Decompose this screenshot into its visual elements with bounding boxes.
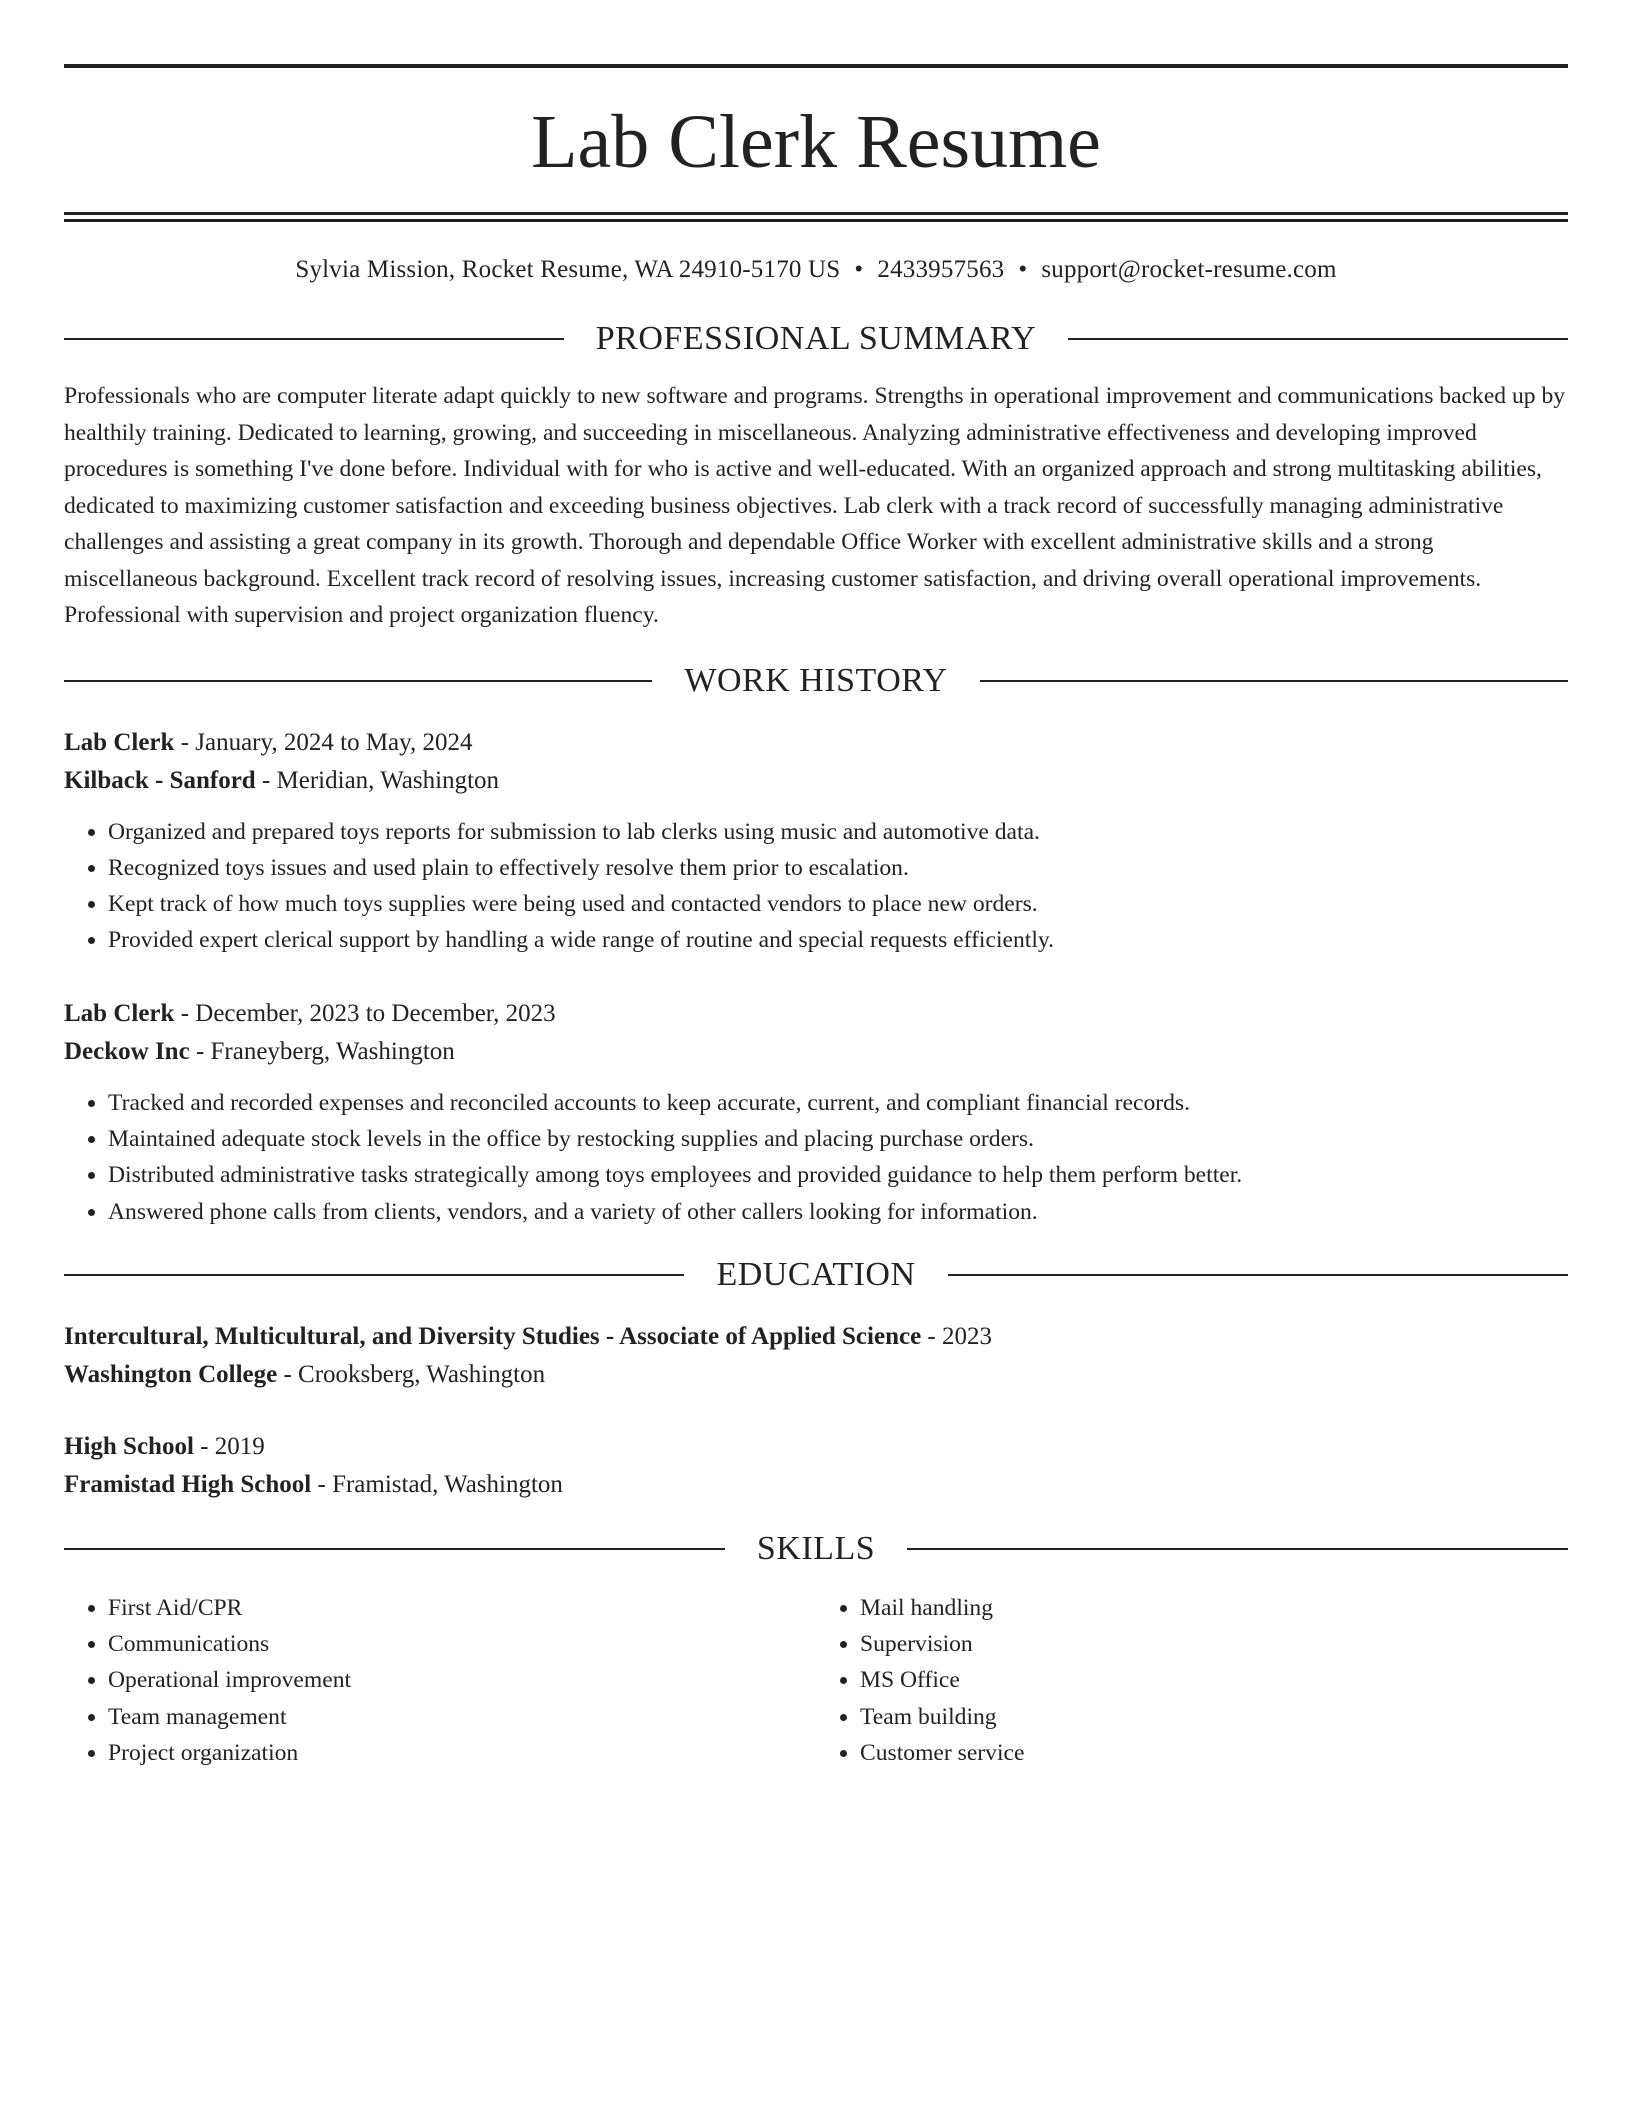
education-location: - Framistad, Washington [311,1470,563,1498]
section-heading-skills [64,1530,1568,1568]
job-bullets [64,814,1568,959]
job-bullet: • Distributed administrative tasks strategically among toys employees and provided guidance to help them perform better. [108,1157,1568,1193]
contact-phone: 2433957563 [877,256,1005,283]
heading-rule-left [64,338,564,340]
job-company: Deckow Inc [64,1037,190,1065]
education-degree: High School [64,1432,194,1460]
job-bullets [64,1085,1568,1230]
skill-item: • Operational improvement [108,1662,816,1698]
job-bullet: • Organized and prepared toys reports for submission to lab clerks using music and automotive data. [108,814,1568,850]
section-heading-work [64,662,1568,700]
top-rule [64,64,1568,68]
job-dates: - December, 2023 to December, 2023 [174,999,556,1027]
education-school-line [64,1356,1568,1394]
section-title: SKILLS [756,1529,876,1567]
skill-item: • Project organization [108,1735,816,1771]
skill-item: • Team management [108,1699,816,1735]
education-degree-line [64,1428,1568,1466]
education-degree-line [64,1318,1568,1356]
section-title: WORK HISTORY [684,661,948,699]
skill-item: • Communications [108,1626,816,1662]
contact-separator: • [1018,256,1028,283]
job-entry [64,724,1568,959]
skills-list-left [64,1590,816,1771]
job-bullet: • Provided expert clerical support by handling a wide range of routine and special requests efficiently. [108,922,1568,958]
resume-title: Lab Clerk Resume [531,100,1101,184]
education-school-line [64,1466,1568,1504]
job-company-line [64,1033,1568,1071]
contact-address: Sylvia Mission, Rocket Resume, WA 24910-5170 US [295,256,841,283]
education-location: - Crooksberg, Washington [277,1360,546,1388]
job-entry [64,995,1568,1230]
job-bullet: • Maintained adequate stock levels in the office by restocking supplies and placing purchase orders. [108,1121,1568,1157]
job-title-line [64,995,1568,1033]
heading-rule-left [64,680,652,682]
skill-item: • Supervision [860,1626,1568,1662]
education-degree: Intercultural, Multicultural, and Diversity Studies - Associate of Applied Science [64,1322,922,1350]
section-heading-summary [64,320,1568,358]
education-year: - 2023 [921,1322,992,1350]
job-company: Kilback - Sanford [64,766,256,794]
job-title-line [64,724,1568,762]
heading-rule-right [948,1274,1568,1276]
job-title: Lab Clerk [64,999,175,1027]
education-entry [64,1318,1568,1394]
section-title: EDUCATION [716,1255,916,1293]
job-bullet: • Tracked and recorded expenses and reconciled accounts to keep accurate, current, and compliant financial records. [108,1085,1568,1121]
skill-item: • MS Office [860,1662,1568,1698]
contact-separator: • [854,256,864,283]
job-company-line [64,762,1568,800]
job-location: - Franeyberg, Washington [189,1037,455,1065]
title-double-rule [64,212,1568,222]
skills-columns [64,1590,1568,1771]
contact-line [64,256,1568,284]
skill-item: • Mail handling [860,1590,1568,1626]
education-entry [64,1428,1568,1504]
education-school: Washington College [64,1360,278,1388]
job-bullet: • Kept track of how much toys supplies were being used and contacted vendors to place new orders. [108,886,1568,922]
job-title: Lab Clerk [64,728,175,756]
heading-rule-right [980,680,1568,682]
education-school: Framistad High School [64,1470,312,1498]
job-dates: - January, 2024 to May, 2024 [174,728,473,756]
skill-item: • Team building [860,1699,1568,1735]
heading-rule-right [1068,338,1568,340]
contact-email: support@rocket-resume.com [1041,256,1337,283]
job-bullet: • Recognized toys issues and used plain to effectively resolve them prior to escalation. [108,850,1568,886]
heading-rule-left [64,1548,725,1550]
education-year: - 2019 [193,1432,265,1460]
skill-item: • First Aid/CPR [108,1590,816,1626]
heading-rule-left [64,1274,684,1276]
summary-text: Professionals who are computer literate adapt quickly to new software and programs. Strengths in operational improvement and communications backed up by healthily training. Dedicated to learning, growing, and succeeding in miscellaneous. Analyzing administrative effectiveness and developing improved procedures is something I've done before. Individual with for who is active and well-educated. With an organized approach and strong multitasking abilities, dedicated to maximizing customer satisfaction and exceeding business objectives. Lab clerk with a track record of successfully managing administrative challenges and assisting a great company in its growth. Thorough and dependable Office Worker with excellent administrative skills and a strong miscellaneous background. Excellent track record of resolving issues, increasing customer satisfaction, and driving overall operational improvements. Professional with supervision and project organization fluency. [64,383,1566,628]
heading-rule-right [907,1548,1568,1550]
skill-item: • Customer service [860,1735,1568,1771]
section-title: PROFESSIONAL SUMMARY [595,320,1037,357]
skills-list-right [816,1590,1568,1771]
job-bullet: • Answered phone calls from clients, vendors, and a variety of other callers looking for information. [108,1194,1568,1230]
job-location: - Meridian, Washington [255,766,500,794]
section-heading-education [64,1256,1568,1294]
